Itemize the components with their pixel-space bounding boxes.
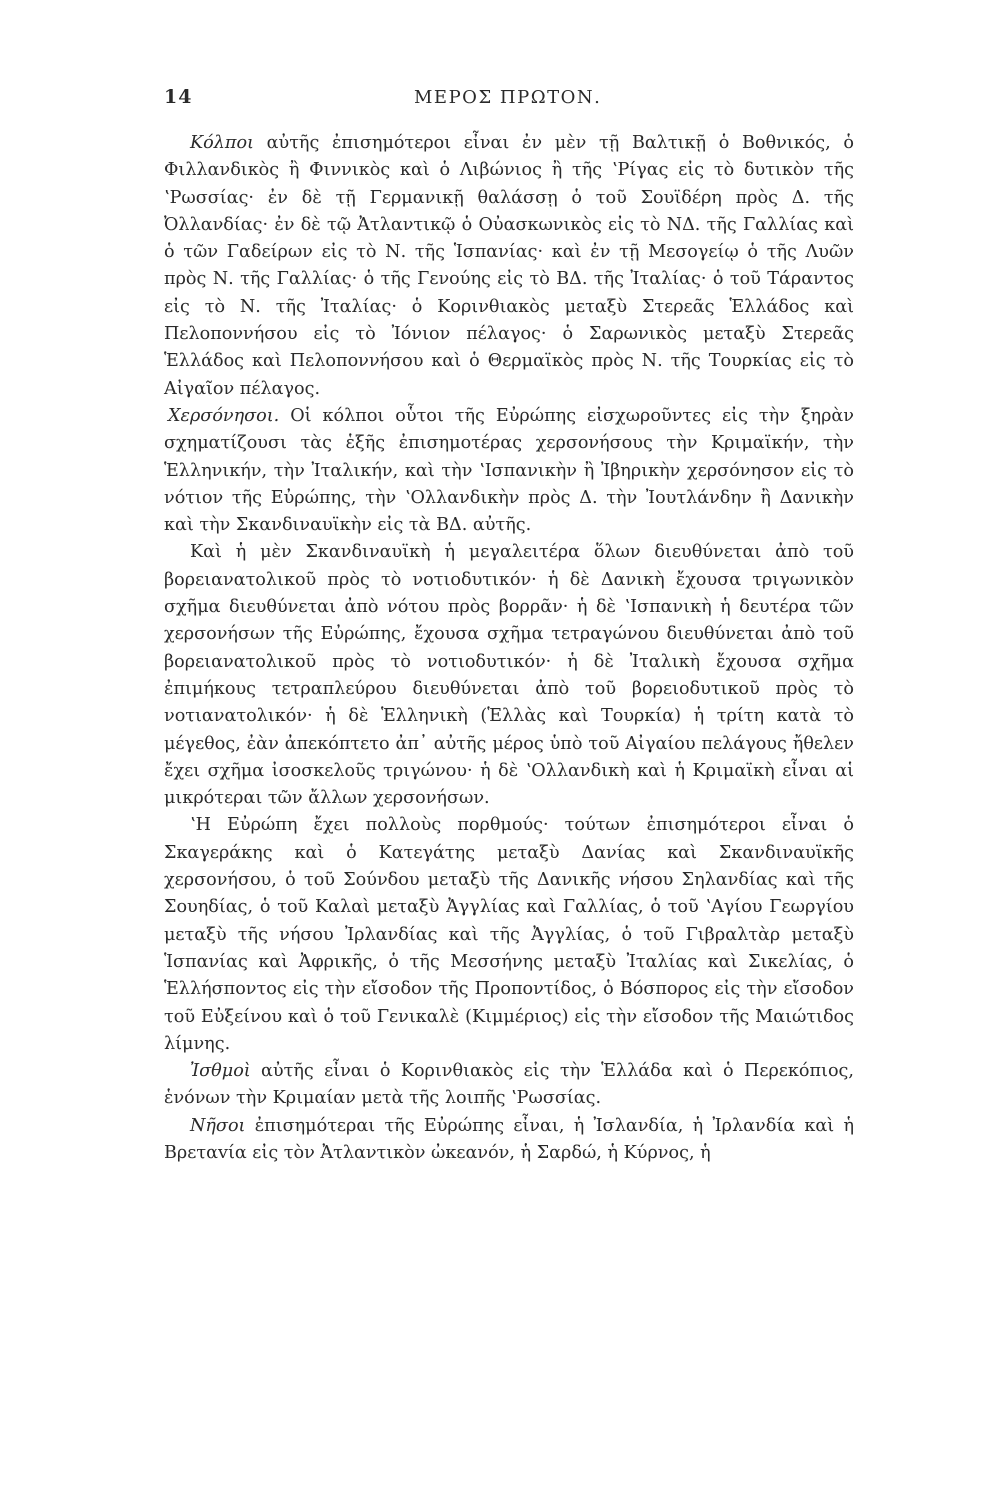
paragraph-directions bbox=[164, 539, 854, 812]
paragraph-lead: Κόλποι bbox=[190, 133, 254, 153]
paragraph-isthmuses bbox=[164, 1058, 854, 1113]
paragraph-peninsulas bbox=[164, 403, 854, 539]
paragraph-lead: Ἰσθμοὶ bbox=[190, 1061, 251, 1082]
running-head: ΜΕΡΟΣ ΠΡΩΤΟΝ. bbox=[414, 87, 602, 108]
paragraph-text: Οἱ κόλποι οὗτοι τῆς Εὐρώπης εἰσχωροῦντες εἰς τὴν ξηρὰν σχηματίζουσι τὰς ἑξῆς ἐπισημοτέρας χερσονήσους τὴν Κριμαϊκήν, τὴν Ἑλληνικήν, τὴν Ἰταλικήν, καὶ τὴν ʽΙσπανικὴν ἢ Ἰβηρικὴν χερσόνησον εἰς τὸ νότιον τῆς Εὐρώπης, τὴν ʽΟλλανδικὴν πρὸς Δ. τὴν Ἰουτλάνδην ἢ Δανικὴν καὶ τὴν Σκανδιναυϊκὴν εἰς τὰ ΒΔ. αὐτῆς. bbox=[164, 405, 854, 536]
paragraph-lead: Νῆσοι bbox=[190, 1115, 246, 1136]
page-header bbox=[164, 86, 854, 130]
paragraph-lead: Χερσόνησοι. bbox=[168, 405, 280, 426]
paragraph-text: Καὶ ἡ μὲν Σκανδιναυϊκὴ ἡ μεγαλειτέρα ὅλων διευθύνεται ἀπὸ τοῦ βορειανατολικοῦ πρὸς τὸ νοτιοδυτικόν· ἡ δὲ Δανικὴ ἔχουσα τριγωνικὸν σχῆμα διευθύνεται ἀπὸ νότου πρὸς βορρᾶν· ἡ δὲ ʽΙσπανικὴ ἡ δευτέρα τῶν χερσονήσων τῆς Εὐρώπης, ἔχουσα σχῆμα τετραγώνου διευθύνεται ἀπὸ τοῦ βορειανατολικοῦ πρὸς τὸ νοτιοδυτικόν· ἡ δὲ Ἰταλικὴ ἔχουσα σχῆμα ἐπιμήκους τετραπλεύρου διευθύνεται ἀπὸ τοῦ βορειοδυτικοῦ πρὸς τὸ νοτιανατολικόν· ἡ δὲ Ἑλληνικὴ (Ἑλλὰς καὶ Τουρκία) ἡ τρίτη κατὰ τὸ μέγεθος, ἐὰν ἀπεκόπτετο ἀπ᾽ αὐτῆς μέρος ὑπὸ τοῦ Αἰγαίου πελάγους ἤθελεν ἔχει σχῆμα ἰσοσκελοῦς τριγώνου· ἡ δὲ ʽΟλλανδικὴ καὶ ἡ Κριμαϊκὴ εἶναι αἱ μικρότεραι τῶν ἄλλων χερσονήσων. bbox=[164, 542, 854, 809]
paragraph-text: ἐπισημότεραι τῆς Εὐρώπης εἶναι, ἡ Ἰσλανδία, ἡ Ἰρλανδία καὶ ἡ Βρεταvία εἰς τὸν Ἀτλαντικὸν ὠκεανόν, ἡ Σαρδώ, ἡ Κύρνος, ἡ bbox=[164, 1115, 854, 1163]
paragraph-gulfs bbox=[164, 130, 854, 403]
paragraph-text: ʽΗ Εὐρώπη ἔχει πολλοὺς πορθμούς· τούτων ἐπισημότεροι εἶναι ὁ Σκαγεράκης καὶ ὁ Κατεγάτης μεταξὺ Δανίας καὶ Σκανδιναυϊκῆς χερσονήσου, ὁ τοῦ Σούνδου μεταξὺ τῆς Δανικῆς νήσου Σηλανδίας καὶ τῆς Σουηδίας, ὁ τοῦ Καλαὶ μεταξὺ Ἀγγλίας καὶ Γαλλίας, ὁ τοῦ ʽΑγίου Γεωργίου μεταξὺ τῆς νήσου Ἰρλανδίας καὶ τῆς Ἀγγλίας, ὁ τοῦ Γιβραλτὰρ μεταξὺ Ἱσπανίας καὶ Ἀφρικῆς, ὁ τῆς Μεσσήνης μεταξὺ Ἰταλίας καὶ Σικελίας, ὁ Ἑλλήσποντος εἰς τὴν εἴσοδον τῆς Προποντίδος, ὁ Βόσπορος εἰς τὴν εἴσοδον τοῦ Εὐξείνου καὶ ὁ τοῦ Γενικαλὲ (Κιμμέριος) εἰς τὴν εἴσοδον τῆς Μαιώτιδος λίμνης. bbox=[164, 815, 854, 1054]
page-number: 14 bbox=[164, 86, 193, 108]
paragraph-text: αὐτῆς ἐπισημότεροι εἶναι ἐν μὲν τῇ Βαλτικῇ ὁ Βοθνικός, ὁ Φιλλανδικὸς ἢ Φιννικὸς καὶ ὁ Λιβώνιος ἢ τῆς ʽΡίγας εἰς τὸ δυτικὸν τῆς ʽΡωσσίας· ἐν δὲ τῇ Γερμανικῇ θαλάσσῃ ὁ τοῦ Σουϊδέρη πρὸς Δ. τῆς Ὀλλανδίας· ἐν δὲ τῷ Ἀτλαντικῷ ὁ Οὐασκωνικὸς εἰς τὸ ΝΔ. τῆς Γαλλίας καὶ ὁ τῶν Γαδείρων εἰς τὸ Ν. τῆς Ἱσπανίας· καὶ ἐν τῇ Μεσογείῳ ὁ τῆς Λυῶν πρὸς Ν. τῆς Γαλλίας· ὁ τῆς Γενούης εἰς τὸ ΒΔ. τῆς Ἰταλίας· ὁ τοῦ Τάραντος εἰς τὸ Ν. τῆς Ἰταλίας· ὁ Κορινθιακὸς μεταξὺ Στερεᾶς Ἑλλάδος καὶ Πελοποννήσου εἰς τὸ Ἰόνιον πέλαγος· ὁ Σαρωνικὸς μεταξὺ Στερεᾶς Ἑλλάδος καὶ Πελοποννήσου καὶ ὁ Θερμαϊκὸς πρὸς Ν. τῆς Τουρκίας εἰς τὸ Αἰγαῖον πέλαγος. bbox=[164, 133, 854, 399]
paragraph-text: αὐτῆς εἶναι ὁ Κορινθιακὸς εἰς τὴν Ἑλλάδα καὶ ὁ Περεκόπιος, ἑνόνων τὴν Κριμαίαν μετὰ τῆς λοιπῆς ʽΡωσσίας. bbox=[164, 1061, 854, 1109]
body-text bbox=[164, 130, 854, 1167]
paragraph-islands bbox=[164, 1113, 854, 1168]
paragraph-straits bbox=[164, 812, 854, 1058]
